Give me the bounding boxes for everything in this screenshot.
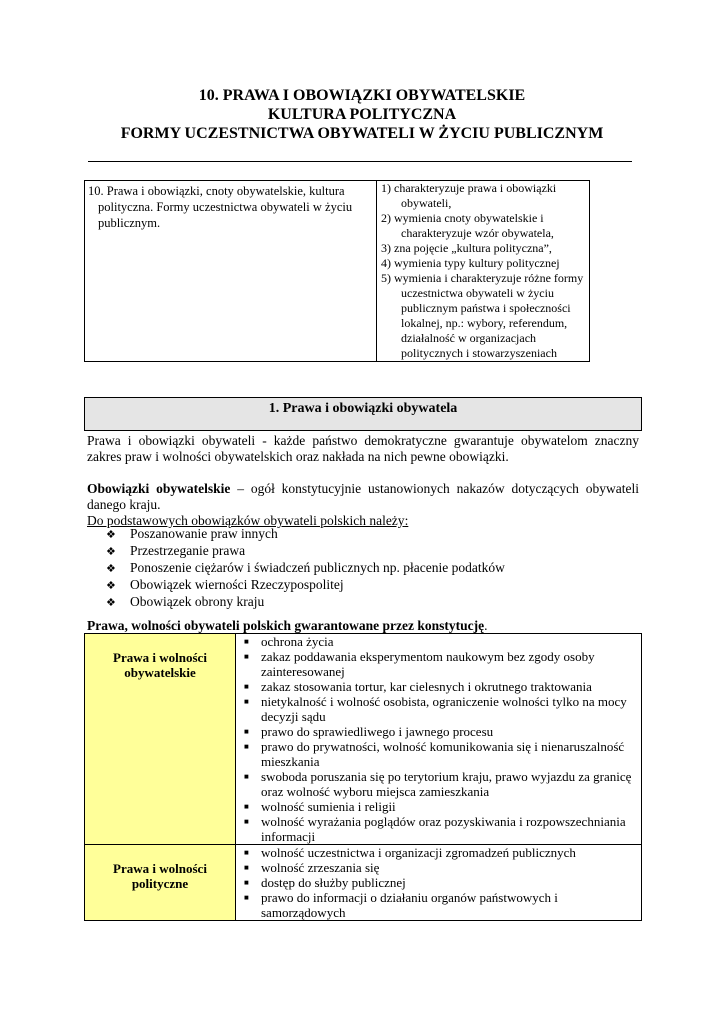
square-bullet-icon: ■ bbox=[244, 772, 249, 781]
outcome-item: 5) wymienia i charakteryzuje różne formy uczestnictwa obywateli w życiu publicznym państwa i społeczności lokalnej, np.: wybory, referendum, działalność w organizacjach politycznych i stowarzyszeniach bbox=[381, 271, 584, 360]
intro-paragraph: Prawa i obowiązki obywateli - każde państwo demokratyczne gwarantuje obywatelom znaczny zakres praw i wolności obywatelskich oraz nakłada na nich pewne obowiązki. bbox=[87, 433, 639, 464]
outcomes-topic: 10. Prawa i obowiązki, cnoty obywatelskie, kultura polityczna. Formy uczestnictwa obywateli w życiu publicznym. bbox=[88, 184, 353, 230]
list-item bbox=[236, 845, 641, 860]
diamond-bullet-icon: ❖ bbox=[106, 563, 116, 575]
duty-text: Poszanowanie praw innych bbox=[130, 526, 278, 541]
duties-list bbox=[106, 526, 505, 611]
table-row bbox=[85, 845, 642, 921]
right-text: prawo do prywatności, wolność komunikowania się i nienaruszalność mieszkania bbox=[261, 739, 625, 769]
list-item bbox=[236, 724, 641, 739]
section-heading: 1. Prawa i obowiązki obywatela bbox=[84, 397, 642, 431]
outcome-item: 2) wymienia cnoty obywatelskie i charakteryzuje wzór obywatela, bbox=[381, 211, 554, 240]
title-line-1: 10. PRAWA I OBOWIĄZKI OBYWATELSKIE bbox=[198, 87, 526, 104]
square-bullet-icon: ■ bbox=[244, 727, 249, 736]
list-item bbox=[236, 814, 641, 844]
right-text: wolność zrzeszania się bbox=[261, 860, 380, 875]
outcome-item: 4) wymienia typy kultury politycznej bbox=[381, 256, 560, 270]
rights-items-cell bbox=[236, 634, 642, 845]
duties-lead-colon: : bbox=[404, 513, 409, 528]
square-bullet-icon: ■ bbox=[244, 863, 249, 872]
list-item bbox=[236, 769, 641, 799]
title-divider bbox=[88, 161, 632, 162]
list-item bbox=[106, 560, 505, 577]
duties-lead-text: Do podstawowych obowiązków obywateli polskich należy bbox=[87, 513, 405, 528]
outcomes-list-cell bbox=[377, 181, 589, 361]
title-line-2: KULTURA POLITYCZNA bbox=[267, 106, 457, 123]
right-text: nietykalność i wolność osobista, ograniczenie wolności tylko na mocy decyzji sądu bbox=[261, 694, 627, 724]
right-text: zakaz poddawania eksperymentom naukowym bez zgody osoby zainteresowanej bbox=[261, 649, 595, 679]
list-item bbox=[236, 739, 641, 769]
list-item bbox=[236, 634, 641, 649]
list-item bbox=[106, 594, 505, 611]
diamond-bullet-icon: ❖ bbox=[106, 546, 116, 558]
outcomes-topic-cell bbox=[85, 181, 377, 361]
right-text: ochrona życia bbox=[261, 634, 334, 649]
square-bullet-icon: ■ bbox=[244, 817, 249, 826]
square-bullet-icon: ■ bbox=[244, 848, 249, 857]
rights-heading-period: . bbox=[484, 618, 488, 633]
duties-definition bbox=[87, 481, 639, 513]
right-text: wolność uczestnictwa i organizacji zgromadzeń publicznych bbox=[261, 845, 576, 860]
right-text: prawo do sprawiedliwego i jawnego procesu bbox=[261, 724, 494, 739]
square-bullet-icon: ■ bbox=[244, 652, 249, 661]
list-item bbox=[106, 526, 505, 543]
right-text: dostęp do służby publicznej bbox=[261, 875, 406, 890]
right-text: swoboda poruszania się po terytorium kraju, prawo wyjazdu za granicę oraz wolność wyboru miejsca zamieszkania bbox=[261, 769, 632, 799]
outcome-item: 1) charakteryzuje prawa i obowiązki obywateli, bbox=[381, 181, 557, 210]
diamond-bullet-icon: ❖ bbox=[106, 529, 116, 541]
list-item bbox=[236, 649, 641, 679]
square-bullet-icon: ■ bbox=[244, 682, 249, 691]
duty-text: Ponoszenie ciężarów i świadczeń publicznych np. płacenie podatków bbox=[130, 560, 505, 575]
duty-text: Obowiązek obrony kraju bbox=[130, 594, 265, 609]
rights-heading-text: Prawa, wolności obywateli polskich gwarantowane przez konstytucję bbox=[87, 618, 485, 633]
duties-definition-text: – ogół konstytucyjnie ustanowionych nakazów dotyczących obywateli danego kraju. bbox=[87, 481, 639, 512]
outcome-item: 3) zna pojęcie „kultura polityczna”, bbox=[381, 241, 552, 255]
right-text: zakaz stosowania tortur, kar cielesnych i okrutnego traktowania bbox=[261, 679, 592, 694]
list-item bbox=[236, 694, 641, 724]
rights-table bbox=[84, 633, 642, 921]
page-title bbox=[0, 86, 724, 143]
square-bullet-icon: ■ bbox=[244, 697, 249, 706]
rights-heading bbox=[87, 618, 639, 634]
rights-category: Prawa i wolności polityczne bbox=[85, 845, 236, 921]
title-line-3: FORMY UCZESTNICTWA OBYWATELI W ŻYCIU PUBLICZNYM bbox=[120, 125, 604, 142]
list-item bbox=[106, 543, 505, 560]
learning-outcomes-table bbox=[84, 180, 590, 362]
duties-term: Obowiązki obywatelskie bbox=[87, 481, 231, 496]
list-item bbox=[236, 860, 641, 875]
rights-items-cell bbox=[236, 845, 642, 921]
rights-category: Prawa i wolności obywatelskie bbox=[85, 634, 236, 845]
list-item bbox=[236, 799, 641, 814]
list-item bbox=[236, 890, 641, 920]
square-bullet-icon: ■ bbox=[244, 742, 249, 751]
table-row bbox=[85, 634, 642, 845]
rights-list bbox=[236, 634, 641, 844]
duty-text: Obowiązek wierności Rzeczypospolitej bbox=[130, 577, 344, 592]
list-item bbox=[236, 875, 641, 890]
diamond-bullet-icon: ❖ bbox=[106, 580, 116, 592]
square-bullet-icon: ■ bbox=[244, 893, 249, 902]
list-item bbox=[236, 679, 641, 694]
duty-text: Przestrzeganie prawa bbox=[130, 543, 246, 558]
rights-list bbox=[236, 845, 641, 920]
right-text: prawo do informacji o działaniu organów państwowych i samorządowych bbox=[261, 890, 558, 920]
square-bullet-icon: ■ bbox=[244, 802, 249, 811]
list-item bbox=[106, 577, 505, 594]
square-bullet-icon: ■ bbox=[244, 878, 249, 887]
right-text: wolność sumienia i religii bbox=[261, 799, 396, 814]
diamond-bullet-icon: ❖ bbox=[106, 597, 116, 609]
square-bullet-icon: ■ bbox=[244, 637, 249, 646]
right-text: wolność wyrażania poglądów oraz pozyskiwania i rozpowszechniania informacji bbox=[261, 814, 626, 844]
